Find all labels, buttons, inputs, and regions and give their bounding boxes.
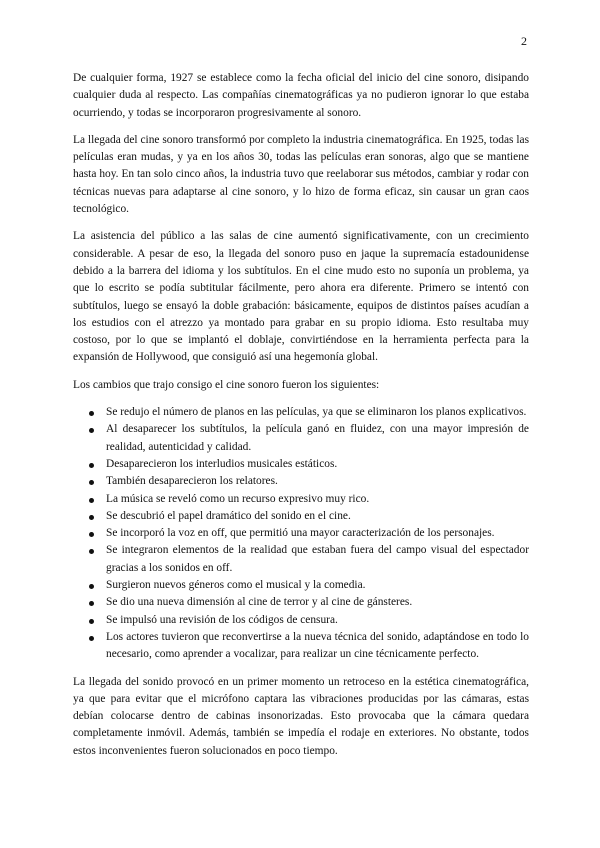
bullet-icon <box>89 601 94 606</box>
list-item-text: Se incorporó la voz en off, que permitió una mayor caracterización de los personajes. <box>106 527 495 540</box>
list-item-text: Se descubrió el papel dramático del sonido en el cine. <box>106 509 351 522</box>
list-item <box>106 508 529 525</box>
bullet-icon <box>89 549 94 554</box>
bullet-icon <box>89 480 94 485</box>
list-item <box>106 612 529 629</box>
list-item-text: La música se reveló como un recurso expresivo muy rico. <box>106 492 370 505</box>
list-item-text: Desaparecieron los interludios musicales estáticos. <box>106 457 338 470</box>
bullet-icon <box>89 498 94 503</box>
paragraph: La llegada del cine sonoro transformó por completo la industria cinematográfica. En 1925, todas las películas eran mudas, y ya en los años 30, todas las películas eran sonoras, algo que se mantiene hasta hoy. En tan solo cinco años, la industria tuvo que reelaborar sus métodos, cambiar y rodar con técnicas nuevas para adaptarse al cine sonoro, y lo hizo de forma eficaz, sin causar un gran caos tecnológico. <box>73 133 529 216</box>
list-item <box>106 473 529 490</box>
list-item <box>106 404 529 421</box>
bullet-icon <box>89 411 94 416</box>
list-item <box>106 594 529 611</box>
paragraph: De cualquier forma, 1927 se establece como la fecha oficial del inicio del cine sonoro, disipando cualquier duda al respecto. Las compañías cinematográficas ya no pudieron ignorar lo que estaba ocurriendo, y todas se incorporaron progresivamente al sonoro. <box>73 72 529 119</box>
paragraph: La asistencia del público a las salas de cine aumentó significativamente, con un crecimiento considerable. A pesar de eso, la llegada del sonoro puso en jaque la supremacía estadounidense debido a la barrera del idioma y los subtítulos. En el cine mudo esto no suponía un problema, ya que lo escrito se podía subtitular fácilmente, pero ahora era diferente. Primero se intentó con subtítulos, luego se ensayó la doble grabación: básicamente, equipos de distintos países acudían a los estudios con el atrezzo ya montado para grabar en su propio idioma. Esto resultaba muy costoso, por lo que se implantó el doblaje, convirtiéndose en la herramienta perfecta para la expansión de Hollywood, que consiguió así una hegemonía global. <box>73 230 529 364</box>
bullet-icon <box>89 515 94 520</box>
list-item <box>106 421 529 456</box>
bullet-icon <box>89 619 94 624</box>
list-item-text: También desaparecieron los relatores. <box>106 475 278 488</box>
list-item <box>106 577 529 594</box>
list-item-text: Surgieron nuevos géneros como el musical y la comedia. <box>106 579 366 592</box>
paragraph: Los cambios que trajo consigo el cine sonoro fueron los siguientes: <box>73 378 380 391</box>
list-item-text: Los actores tuvieron que reconvertirse a la nueva técnica del sonido, adaptándose en todo lo necesario, como aprender a vocalizar, para realizar un cine técnicamente perfecto. <box>106 630 529 661</box>
list-item <box>106 629 529 664</box>
bullet-icon <box>89 428 94 433</box>
list-item-text: Se redujo el número de planos en las películas, ya que se eliminaron los planos explicativos. <box>106 406 527 419</box>
bullet-icon <box>89 584 94 589</box>
bullet-icon <box>89 463 94 468</box>
paragraph: La llegada del sonido provocó en un primer momento un retroceso en la estética cinematográfica, ya que para evitar que el micrófono captara las vibraciones producidas por las cámaras, estas debían colocarse dentro de cabinas insonorizadas. Esto provocaba que la cámara quedara completamente inmóvil. Además, también se impedía el rodaje en exteriores. No obstante, todos estos inconvenientes fueron solucionados en poco tiempo. <box>73 675 529 757</box>
list-item <box>106 542 529 577</box>
list-item-text: Se integraron elementos de la realidad que estaban fuera del campo visual del espectador gracias a los sonidos en off. <box>106 544 529 574</box>
list-item <box>106 456 529 473</box>
document-body <box>73 70 529 770</box>
list-item-text: Se impulsó una revisión de los códigos de censura. <box>106 613 338 626</box>
list-item-text: Al desaparecer los subtítulos, la película ganó en fluidez, con una mayor impresión de realidad, autenticidad y calidad. <box>106 423 529 453</box>
bullet-icon <box>89 532 94 537</box>
bullet-icon <box>89 636 94 641</box>
page-number: 2 <box>521 34 527 48</box>
list-item <box>106 491 529 508</box>
list-item-text: Se dio una nueva dimensión al cine de terror y al cine de gánsteres. <box>106 596 413 609</box>
list-item <box>106 525 529 542</box>
changes-list <box>73 404 529 663</box>
